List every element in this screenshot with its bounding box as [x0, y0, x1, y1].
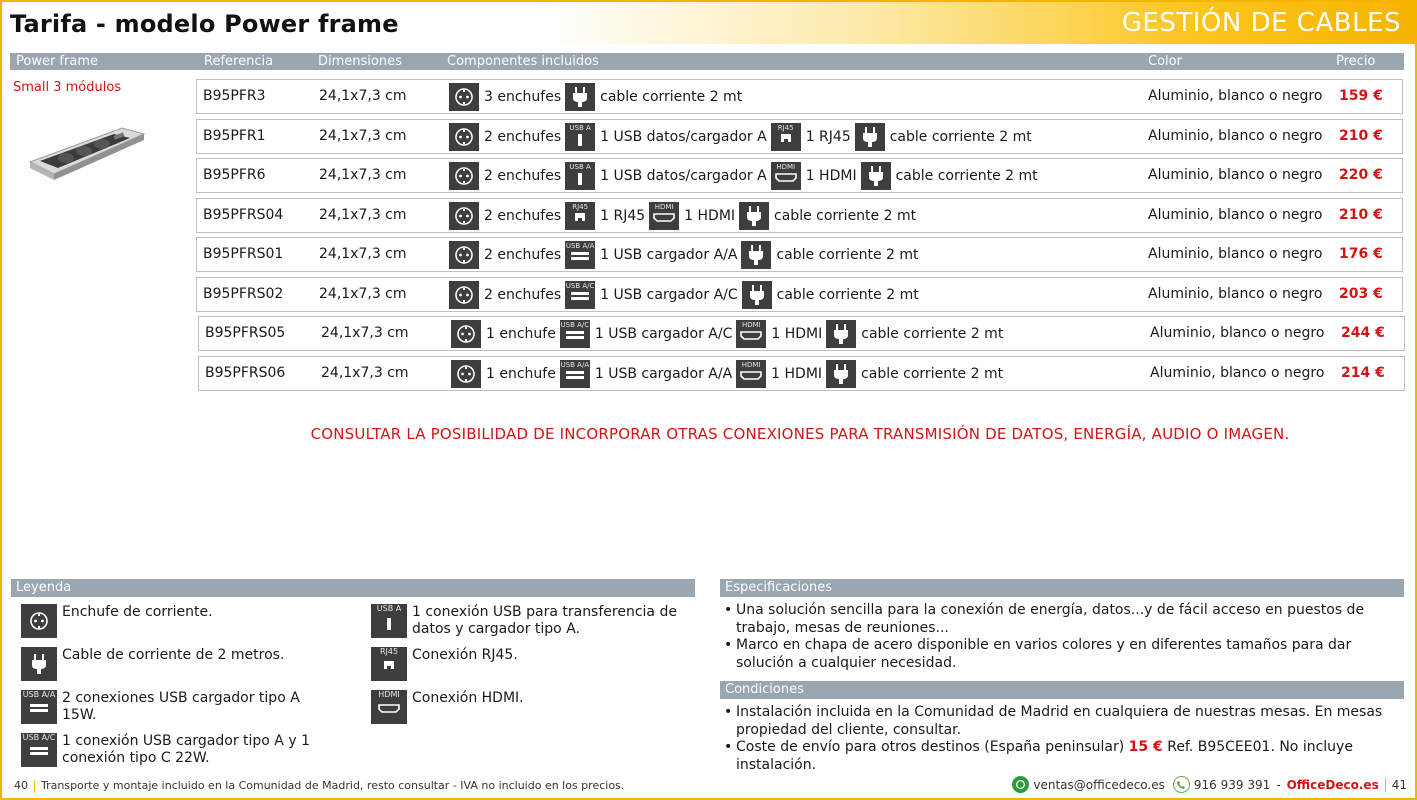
component [855, 123, 1032, 151]
icon-tag: HDMI [776, 162, 796, 171]
component [449, 241, 561, 269]
component-label: 2 enchufes [484, 207, 562, 224]
product-image [26, 118, 146, 188]
reference-cell: B95PFRS06 [205, 365, 286, 381]
legend-item [371, 647, 696, 681]
specs-title: Especificaciones [720, 579, 1404, 597]
legend-text: Cable de corriente de 2 metros. [62, 647, 285, 663]
plug-icon [21, 647, 57, 681]
components-cell [449, 120, 1036, 153]
component-label: 2 enchufes [484, 167, 562, 184]
component [565, 83, 742, 111]
color-cell: Aluminio, blanco o negro [1148, 128, 1323, 144]
footer-brand[interactable]: OfficeDeco.es [1286, 777, 1379, 792]
component-label: 2 enchufes [484, 286, 562, 303]
component-label: cable corriente 2 mt [895, 167, 1038, 184]
rj45-icon [565, 202, 595, 230]
plug-icon [826, 360, 856, 388]
conditions-item: • Instalación incluida en la Comunidad de Madrid en cualquiera de nuestras mesas. En mesas propiedad del cliente, consultar. [724, 704, 1404, 739]
legend-text: Conexión HDMI. [412, 690, 524, 706]
icon-tag: USB A/C [22, 733, 56, 742]
table-row [196, 198, 1403, 233]
component-label: 1 USB datos/cargador A [600, 167, 767, 184]
hdmi-icon [371, 690, 407, 724]
component-label: cable corriente 2 mt [861, 365, 1004, 382]
legend-text: Conexión RJ45. [412, 647, 518, 663]
socket-icon [449, 281, 479, 309]
icon-tag: RJ45 [777, 123, 794, 132]
component-label: cable corriente 2 mt [600, 88, 743, 105]
component-label: 1 USB cargador A/A [600, 246, 738, 263]
component-label: 1 HDMI [684, 207, 736, 224]
color-cell: Aluminio, blanco o negro [1148, 88, 1323, 104]
components-cell [451, 357, 1007, 390]
legend-item [21, 690, 321, 724]
footer-contact [1012, 776, 1407, 793]
components-cell [449, 159, 1042, 192]
reference-cell: B95PFR3 [203, 88, 266, 104]
component [451, 360, 556, 388]
component [560, 320, 733, 348]
color-cell: Aluminio, blanco o negro [1148, 246, 1323, 262]
color-cell: Aluminio, blanco o negro [1148, 207, 1323, 223]
legend-title: Leyenda [11, 579, 695, 597]
component [565, 281, 738, 309]
color-cell: Aluminio, blanco o negro [1148, 167, 1323, 183]
table-row [198, 356, 1405, 391]
conditions-title: Condiciones [720, 681, 1404, 699]
component-label: cable corriente 2 mt [776, 286, 919, 303]
plug-icon [565, 83, 595, 111]
icon-tag: USB A [376, 604, 402, 613]
footer-email[interactable]: ventas@officedeco.es [1033, 777, 1165, 792]
footer-note [14, 779, 624, 793]
plug-icon [739, 202, 769, 230]
component [771, 123, 851, 151]
component [560, 360, 732, 388]
usb-ac-icon [21, 733, 57, 767]
reference-cell: B95PFR1 [203, 128, 266, 144]
icon-tag: HDMI [378, 690, 400, 699]
table-row [196, 119, 1403, 154]
socket-icon [449, 241, 479, 269]
dimensions-cell: 24,1x7,3 cm [319, 286, 407, 302]
legend-text: 1 conexión USB cargador tipo A y 1 conexión tipo C 22W. [62, 733, 310, 766]
component-label: 1 HDMI [805, 167, 857, 184]
component-label: 1 RJ45 [600, 207, 646, 224]
color-cell: Aluminio, blanco o negro [1150, 365, 1325, 381]
reference-cell: B95PFRS02 [203, 286, 284, 302]
component-label: cable corriente 2 mt [889, 128, 1032, 145]
col-components: Componentes incluidos [447, 54, 599, 69]
components-cell [451, 317, 1007, 350]
notice-text: CONSULTAR LA POSIBILIDAD DE INCORPORAR OTRAS CONEXIONES PARA TRANSMISIÓN DE DATOS, ENERGÍA, AUDIO O IMAGEN. [310, 425, 1290, 443]
component-label: 1 USB datos/cargador A [600, 128, 767, 145]
components-cell [449, 199, 920, 232]
hdmi-icon [649, 202, 679, 230]
color-cell: Aluminio, blanco o negro [1148, 286, 1323, 302]
whatsapp-icon [1012, 776, 1029, 793]
component-label: 1 enchufe [486, 325, 556, 342]
usb-aa-icon [565, 241, 595, 269]
shipping-price: 15 € [1128, 739, 1163, 755]
socket-icon [451, 320, 481, 348]
icon-tag: USB A [569, 162, 591, 171]
component-label: cable corriente 2 mt [776, 246, 919, 263]
dimensions-cell: 24,1x7,3 cm [319, 128, 407, 144]
socket-icon [449, 162, 479, 190]
icon-tag: HDMI [741, 360, 761, 369]
specs-list [724, 602, 1404, 672]
col-reference: Referencia [204, 54, 274, 69]
page-header [2, 2, 1415, 44]
legend-item [21, 604, 321, 638]
page-number-left: 40 [14, 779, 28, 792]
icon-tag: HDMI [654, 202, 674, 211]
legend-item [371, 690, 696, 724]
component [826, 360, 1003, 388]
reference-cell: B95PFR6 [203, 167, 266, 183]
icon-tag: RJ45 [379, 647, 399, 656]
components-cell [449, 278, 923, 311]
legend-item [21, 733, 321, 767]
icon-tag: USB A/A [22, 690, 56, 699]
component [861, 162, 1038, 190]
price-cell: 159 € [1339, 88, 1383, 104]
icon-tag: USB A/C [560, 320, 590, 329]
plug-icon [855, 123, 885, 151]
price-cell: 214 € [1341, 365, 1385, 381]
icon-tag: HDMI [741, 320, 761, 329]
component-label: 2 enchufes [484, 128, 562, 145]
table-row [196, 79, 1403, 114]
hdmi-icon [736, 320, 766, 348]
table-row [196, 158, 1403, 193]
hdmi-icon [771, 162, 801, 190]
component-label: 2 enchufes [484, 246, 562, 263]
legend-text: Enchufe de corriente. [62, 604, 213, 620]
plug-icon [861, 162, 891, 190]
product-name: Small 3 módulos [13, 80, 122, 95]
component [736, 360, 822, 388]
footer-dash: - [1276, 777, 1281, 792]
dimensions-cell: 24,1x7,3 cm [319, 88, 407, 104]
component [449, 83, 561, 111]
price-cell: 210 € [1339, 128, 1383, 144]
component-label: 3 enchufes [484, 88, 562, 105]
usb-icon [565, 162, 595, 190]
component-label: cable corriente 2 mt [861, 325, 1004, 342]
conditions-text: Coste de envío para otros destinos (España peninsular) [736, 739, 1129, 755]
footer-text: Transporte y montaje incluido en la Comunidad de Madrid, resto consultar - IVA no incluido en los precios. [41, 779, 625, 792]
icon-tag: USB A/C [565, 281, 595, 290]
component [565, 123, 767, 151]
component [742, 281, 919, 309]
component [451, 320, 556, 348]
socket-icon [21, 604, 57, 638]
usb-ac-icon [565, 281, 595, 309]
component-label: 1 HDMI [771, 325, 823, 342]
phone-icon [1173, 776, 1190, 793]
component [449, 281, 561, 309]
page-title: Tarifa - modelo Power frame [10, 10, 399, 38]
legend-item [21, 647, 321, 681]
reference-cell: B95PFRS01 [203, 246, 284, 262]
icon-tag: USB A/A [560, 360, 590, 369]
price-cell: 210 € [1339, 207, 1383, 223]
icon-tag: RJ45 [572, 202, 589, 211]
component [565, 162, 767, 190]
component [826, 320, 1003, 348]
price-cell: 244 € [1341, 325, 1385, 341]
conditions-list [724, 704, 1404, 774]
socket-icon [449, 83, 479, 111]
component-label: 1 USB cargador A/C [594, 325, 733, 342]
socket-icon [449, 202, 479, 230]
socket-icon [451, 360, 481, 388]
hdmi-icon [736, 360, 766, 388]
rj45-icon [371, 647, 407, 681]
price-cell: 220 € [1339, 167, 1383, 183]
usb-icon [371, 604, 407, 638]
col-price: Precio [1336, 54, 1376, 69]
plug-icon [826, 320, 856, 348]
component-label: cable corriente 2 mt [774, 207, 917, 224]
specs-item: • Una solución sencilla para la conexión de energía, datos...y de fácil acceso en puestos de trabajo, mesas de reuniones... [724, 602, 1404, 637]
footer-phone[interactable]: 916 939 391 [1193, 777, 1271, 792]
table-header [10, 53, 1404, 70]
col-product: Power frame [16, 54, 98, 69]
component [449, 162, 561, 190]
dimensions-cell: 24,1x7,3 cm [319, 246, 407, 262]
component-label: 1 enchufe [486, 365, 556, 382]
table-row [196, 237, 1403, 272]
icon-tag: USB A/A [565, 241, 595, 250]
dimensions-cell: 24,1x7,3 cm [321, 325, 409, 341]
plug-icon [741, 241, 771, 269]
component [736, 320, 822, 348]
usb-icon [565, 123, 595, 151]
specs-item: • Marco en chapa de acero disponible en varios colores y en diferentes tamaños para dar solución a cualquier necesidad. [724, 637, 1404, 672]
component [449, 123, 561, 151]
reference-cell: B95PFRS04 [203, 207, 284, 223]
col-color: Color [1148, 54, 1182, 69]
component [739, 202, 916, 230]
components-cell [449, 80, 746, 113]
price-cell: 176 € [1339, 246, 1383, 262]
component-label: 1 USB cargador A/A [594, 365, 733, 382]
reference-cell: B95PFRS05 [205, 325, 286, 341]
component [649, 202, 735, 230]
section-title: GESTIÓN DE CABLES [1121, 8, 1401, 38]
page-number-right: 41 [1391, 777, 1407, 792]
table-row [198, 316, 1405, 351]
component [565, 202, 645, 230]
component-label: 1 RJ45 [805, 128, 851, 145]
component-label: 1 HDMI [771, 365, 823, 382]
usb-aa-icon [560, 360, 590, 388]
table-row [196, 277, 1403, 312]
plug-icon [742, 281, 772, 309]
conditions-text: Ref. B95CEE01. No incluye instalación. [736, 739, 1353, 773]
component [771, 162, 857, 190]
legend-text: 1 conexión USB para transferencia de datos y cargador tipo A. [412, 604, 677, 637]
conditions-item [724, 739, 1404, 774]
socket-icon [449, 123, 479, 151]
col-dimensions: Dimensiones [318, 54, 402, 69]
rj45-icon [771, 123, 801, 151]
legend-item [371, 604, 696, 638]
dimensions-cell: 24,1x7,3 cm [319, 167, 407, 183]
component [449, 202, 561, 230]
dimensions-cell: 24,1x7,3 cm [319, 207, 407, 223]
dimensions-cell: 24,1x7,3 cm [321, 365, 409, 381]
component [741, 241, 918, 269]
component [565, 241, 737, 269]
usb-ac-icon [560, 320, 590, 348]
icon-tag: USB A [569, 123, 591, 132]
usb-aa-icon [21, 690, 57, 724]
price-cell: 203 € [1339, 286, 1383, 302]
legend-text: 2 conexiones USB cargador tipo A 15W. [62, 690, 300, 723]
color-cell: Aluminio, blanco o negro [1150, 325, 1325, 341]
component-label: 1 USB cargador A/C [600, 286, 738, 303]
components-cell [449, 238, 923, 271]
